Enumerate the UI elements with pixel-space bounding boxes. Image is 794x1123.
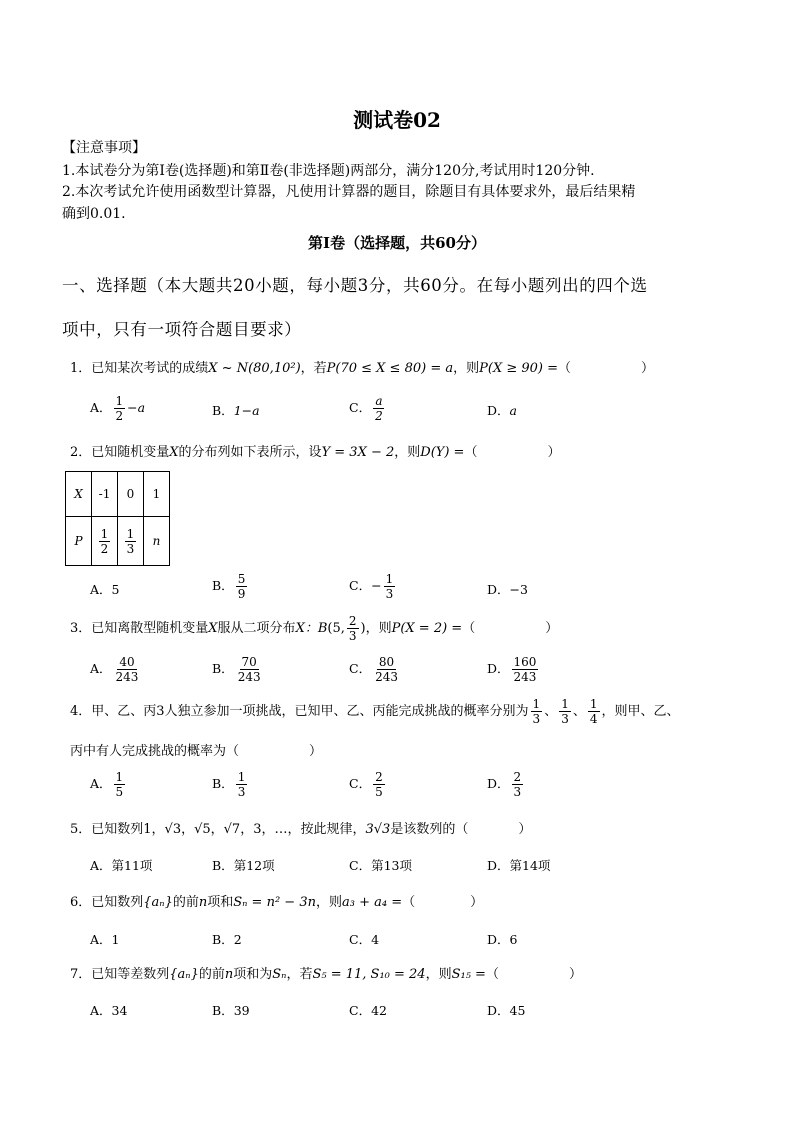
option-text: 5: [111, 582, 120, 597]
option-text: a: [509, 403, 517, 418]
q1-math-b: P(70 ≤ X ≤ 80) = a: [326, 361, 454, 376]
question-5-stem: [70, 818, 531, 837]
fraction: [347, 614, 359, 643]
q5-option-a[interactable]: [90, 856, 152, 874]
q6-math-d: a₃ + a₄ =: [341, 895, 403, 910]
q3-option-c[interactable]: [349, 655, 402, 684]
numerator: 1: [237, 770, 246, 784]
fraction: [384, 572, 396, 601]
q3-option-d[interactable]: [487, 655, 540, 684]
separator: 、: [544, 704, 558, 719]
option-text: 39: [233, 1003, 250, 1018]
q3-text-b: 服从二项分布: [217, 621, 296, 636]
q3-math-b: X：B: [295, 621, 328, 636]
numerator: 2: [513, 770, 522, 784]
denominator: 243: [237, 670, 261, 684]
fraction: [373, 394, 385, 423]
page-title: 测试卷02: [353, 108, 441, 132]
q7-option-a[interactable]: [90, 1001, 127, 1019]
numerator: 2: [375, 770, 383, 784]
question-4-stem-line-2: [70, 740, 322, 759]
q3-paren-open: （: [462, 621, 476, 636]
numerator: 1: [126, 526, 135, 541]
q6-text-d: ，则: [315, 895, 342, 910]
q2-text-a: 2．已知随机变量: [70, 445, 170, 460]
option-text: 第13项: [371, 858, 412, 873]
part-header-line-2: 项中，只有一项符合题目要求）: [62, 320, 302, 339]
q6-option-c[interactable]: [349, 930, 379, 948]
option-text: 第11项: [111, 858, 153, 873]
q1-math-a: X ~ N(80,10²): [208, 361, 301, 376]
option-letter: B．: [212, 661, 234, 676]
q6-math-c: Sₙ = n² − 3n: [233, 895, 316, 910]
option-letter: C．: [349, 661, 372, 676]
q7-text-c: 项和为: [233, 967, 273, 982]
option-letter: D．: [487, 858, 510, 873]
notice-line-2-cont: 确到0.01.: [62, 206, 126, 222]
q6-math-b: n: [198, 895, 208, 910]
denominator: 3: [237, 785, 246, 799]
notice-heading: 【注意事项】: [62, 140, 146, 156]
q1-option-d[interactable]: [487, 401, 517, 419]
q7-text-e: ，则: [425, 967, 452, 982]
option-letter: D．: [487, 582, 510, 597]
option-letter: B．: [212, 932, 234, 947]
option-text: 1: [111, 932, 120, 947]
q6-math-a: {aₙ}: [143, 895, 173, 910]
q1-paren-open: （: [558, 361, 572, 376]
fraction: [373, 655, 400, 684]
table-cell: -1: [92, 472, 118, 517]
q1-math-c: P(X ≥ 90) =: [479, 361, 558, 376]
denominator: 2: [100, 541, 109, 556]
table-cell: P: [66, 517, 92, 566]
numerator: 1: [385, 572, 394, 586]
numerator: 1: [589, 697, 598, 711]
option-letter: C．: [349, 776, 372, 791]
separator: 、: [572, 704, 586, 719]
q3-math-c: P(X = 2) =: [391, 621, 463, 636]
option-letter: A．: [90, 400, 112, 415]
fraction: [114, 394, 126, 423]
question-6-stem: [70, 891, 483, 910]
q7-paren-close: ）: [568, 967, 582, 982]
option-letter: B．: [212, 578, 234, 593]
option-letter: A．: [90, 661, 112, 676]
q3-math-b-post: ): [360, 621, 366, 636]
option-letter: B．: [212, 776, 234, 791]
option-letter: D．: [487, 776, 510, 791]
q7-text-d: ，若: [286, 967, 313, 982]
numerator: 1: [561, 697, 569, 711]
numerator: 1: [100, 526, 109, 541]
question-1-stem: [70, 357, 654, 376]
q7-math-b: n: [224, 967, 234, 982]
option-letter: D．: [487, 403, 510, 418]
q7-math-d: S₅ = 11, S₁₀ = 24: [312, 967, 426, 982]
minus-sign: −: [371, 578, 382, 593]
q7-paren-open: （: [485, 967, 499, 982]
q5-math-a: 3√3: [365, 822, 391, 837]
q7-option-c[interactable]: [349, 1001, 387, 1019]
option-text: 6: [509, 932, 518, 947]
denominator: 3: [561, 712, 569, 726]
q3-text-c: ，则: [365, 621, 392, 636]
denominator: 243: [375, 670, 398, 684]
denominator: 4: [589, 712, 598, 726]
q3-text-a: 3．已知离散型随机变量: [70, 621, 209, 636]
option-letter: B．: [212, 403, 234, 418]
q3-option-a[interactable]: [90, 655, 142, 684]
section-title: 第Ⅰ卷（选择题，共60分）: [308, 234, 486, 252]
option-letter: D．: [487, 1003, 510, 1018]
distribution-table: [65, 471, 170, 566]
q6-paren-open: （: [402, 895, 416, 910]
q2-text-c: ，则: [394, 445, 421, 460]
notice-line-2: 2.本次考试允许使用函数型计算器，凡使用计算器的题目，除题目有具体要求外，最后结果精: [62, 184, 636, 200]
q2-text-b: 的分布列如下表所示，设: [178, 445, 322, 460]
q3-paren-close: ）: [545, 621, 559, 636]
denominator: 3: [126, 541, 135, 556]
q7-text-b: 的前: [198, 967, 225, 982]
q5-text-b: 是该数列的（: [390, 822, 469, 837]
q1-paren-close: ）: [641, 361, 655, 376]
q7-text-a: 7．已知等差数列: [70, 967, 170, 982]
q5-option-b[interactable]: [212, 856, 275, 874]
q4-text-b: ，则甲、乙、: [601, 704, 680, 719]
question-3-stem: [70, 614, 558, 643]
q6-option-a[interactable]: [90, 930, 119, 948]
denominator: 243: [513, 670, 537, 684]
q4-option-b[interactable]: [212, 770, 249, 799]
q7-math-a: {aₙ}: [169, 967, 199, 982]
option-text: 34: [111, 1003, 128, 1018]
q4-text-a: 4．甲、乙、丙3人独立参加一项挑战，已知甲、乙、丙能完成挑战的概率分别为: [70, 704, 529, 719]
option-text: 4: [371, 932, 380, 947]
q2-option-a[interactable]: [90, 580, 119, 598]
option-tail: −a: [127, 400, 146, 415]
option-text: 第14项: [509, 858, 551, 873]
table-cell: 0: [118, 472, 144, 517]
option-letter: C．: [349, 1003, 372, 1018]
q7-option-b[interactable]: [212, 1001, 250, 1019]
q1-option-b[interactable]: [212, 401, 260, 419]
denominator: 5: [375, 785, 383, 799]
fraction: [559, 697, 571, 726]
q2-math-b: Y = 3X − 2: [321, 445, 395, 460]
q6-text-a: 6．已知数列: [70, 895, 144, 910]
option-text: 1−a: [233, 403, 260, 418]
denominator: 3: [348, 629, 357, 643]
fraction: [99, 527, 111, 556]
option-letter: B．: [212, 858, 234, 873]
question-4-stem: [70, 697, 680, 726]
option-letter: A．: [90, 1003, 112, 1018]
q6-option-d[interactable]: [487, 930, 517, 948]
option-text: −3: [509, 582, 528, 597]
q6-paren-close: ）: [470, 895, 484, 910]
fraction: [588, 697, 600, 726]
option-letter: C．: [349, 578, 372, 593]
option-text: 2: [233, 932, 242, 947]
q1-option-a[interactable]: [90, 394, 145, 423]
q2-math-c: D(Y) =: [420, 445, 465, 460]
table-cell: 1: [144, 472, 170, 517]
q3-math-b-pre: (5,: [327, 621, 345, 636]
q3-option-b[interactable]: [212, 655, 265, 684]
denominator: 5: [115, 785, 124, 799]
fraction: [236, 572, 248, 601]
denominator: 9: [237, 587, 246, 601]
numerator: 160: [513, 655, 537, 669]
q5-text-a: 5．已知数列1，√3，√5，√7，3，…，按此规律，: [70, 822, 366, 837]
fraction: [125, 527, 137, 556]
option-letter: B．: [212, 1003, 234, 1018]
q5-paren-close: ）: [518, 822, 532, 837]
option-letter: A．: [90, 582, 112, 597]
option-letter: C．: [349, 400, 372, 415]
q6-text-c: 项和: [207, 895, 234, 910]
q6-option-b[interactable]: [212, 930, 242, 948]
table-cell: [118, 517, 144, 566]
table-cell: X: [66, 472, 92, 517]
numerator: 5: [237, 572, 246, 586]
q4-option-d[interactable]: [487, 770, 525, 799]
numerator: 1: [532, 697, 541, 711]
option-text: 第12项: [233, 858, 275, 873]
q7-option-d[interactable]: [487, 1001, 525, 1019]
part-header-line-1: 一、选择题（本大题共20小题，每小题3分，共60分。在每小题列出的四个选: [62, 276, 648, 295]
q2-paren-close: ）: [547, 445, 561, 460]
fraction: [531, 697, 543, 726]
denominator: 3: [513, 785, 522, 799]
notice-line-1: 1.本试卷分为第Ⅰ卷(选择题)和第Ⅱ卷(非选择题)两部分，满分120分,考试用时120分钟.: [62, 163, 595, 179]
option-letter: D．: [487, 661, 510, 676]
numerator: 2: [348, 614, 357, 628]
q4-paren-close: ）: [309, 744, 323, 759]
q5-option-c[interactable]: [349, 856, 412, 874]
q6-text-b: 的前: [172, 895, 199, 910]
fraction: [512, 770, 524, 799]
fraction: [114, 655, 141, 684]
q1-option-c[interactable]: [349, 394, 387, 423]
option-text: 45: [509, 1003, 526, 1018]
q2-math-a: X: [169, 445, 179, 460]
option-letter: D．: [487, 932, 510, 947]
denominator: 2: [375, 409, 383, 423]
numerator: 80: [378, 655, 395, 669]
q4-option-a[interactable]: [90, 770, 127, 799]
denominator: 3: [532, 712, 541, 726]
table-row: [66, 517, 170, 566]
numerator: 1: [115, 394, 124, 408]
denominator: 2: [115, 409, 124, 423]
q2-paren-open: （: [464, 445, 478, 460]
q1-text-a: 1．已知某次考试的成绩: [70, 361, 209, 376]
q3-math-a: X: [208, 621, 218, 636]
table-row: [66, 472, 170, 517]
q2-option-b[interactable]: [212, 572, 249, 601]
q4-option-c[interactable]: [349, 770, 387, 799]
option-letter: C．: [349, 858, 372, 873]
numerator: a: [375, 394, 383, 408]
q1-text-c: ，则: [453, 361, 480, 376]
table-cell: [92, 517, 118, 566]
q5-option-d[interactable]: [487, 856, 550, 874]
question-7-stem: [70, 963, 582, 982]
fraction: [236, 655, 263, 684]
option-letter: A．: [90, 858, 112, 873]
fraction: [114, 770, 126, 799]
option-text: 42: [371, 1003, 387, 1018]
fraction: [512, 655, 539, 684]
numerator: 1: [115, 770, 124, 784]
option-letter: C．: [349, 932, 372, 947]
numerator: 40: [119, 655, 135, 669]
option-letter: A．: [90, 776, 112, 791]
q2-option-c[interactable]: [349, 572, 397, 601]
fraction: [373, 770, 385, 799]
denominator: 243: [115, 670, 139, 684]
q7-math-c: Sₙ: [272, 967, 287, 982]
fraction: [236, 770, 248, 799]
option-letter: A．: [90, 932, 112, 947]
q4-text-line2: 丙中有人完成挑战的概率为（: [70, 744, 240, 759]
q7-math-e: S₁₅ =: [451, 967, 486, 982]
denominator: 3: [385, 587, 394, 601]
numerator: 70: [241, 655, 257, 669]
q1-text-b: ，若: [300, 361, 327, 376]
table-cell: n: [144, 517, 170, 566]
question-2-stem: [70, 441, 561, 460]
q2-option-d[interactable]: [487, 580, 528, 598]
